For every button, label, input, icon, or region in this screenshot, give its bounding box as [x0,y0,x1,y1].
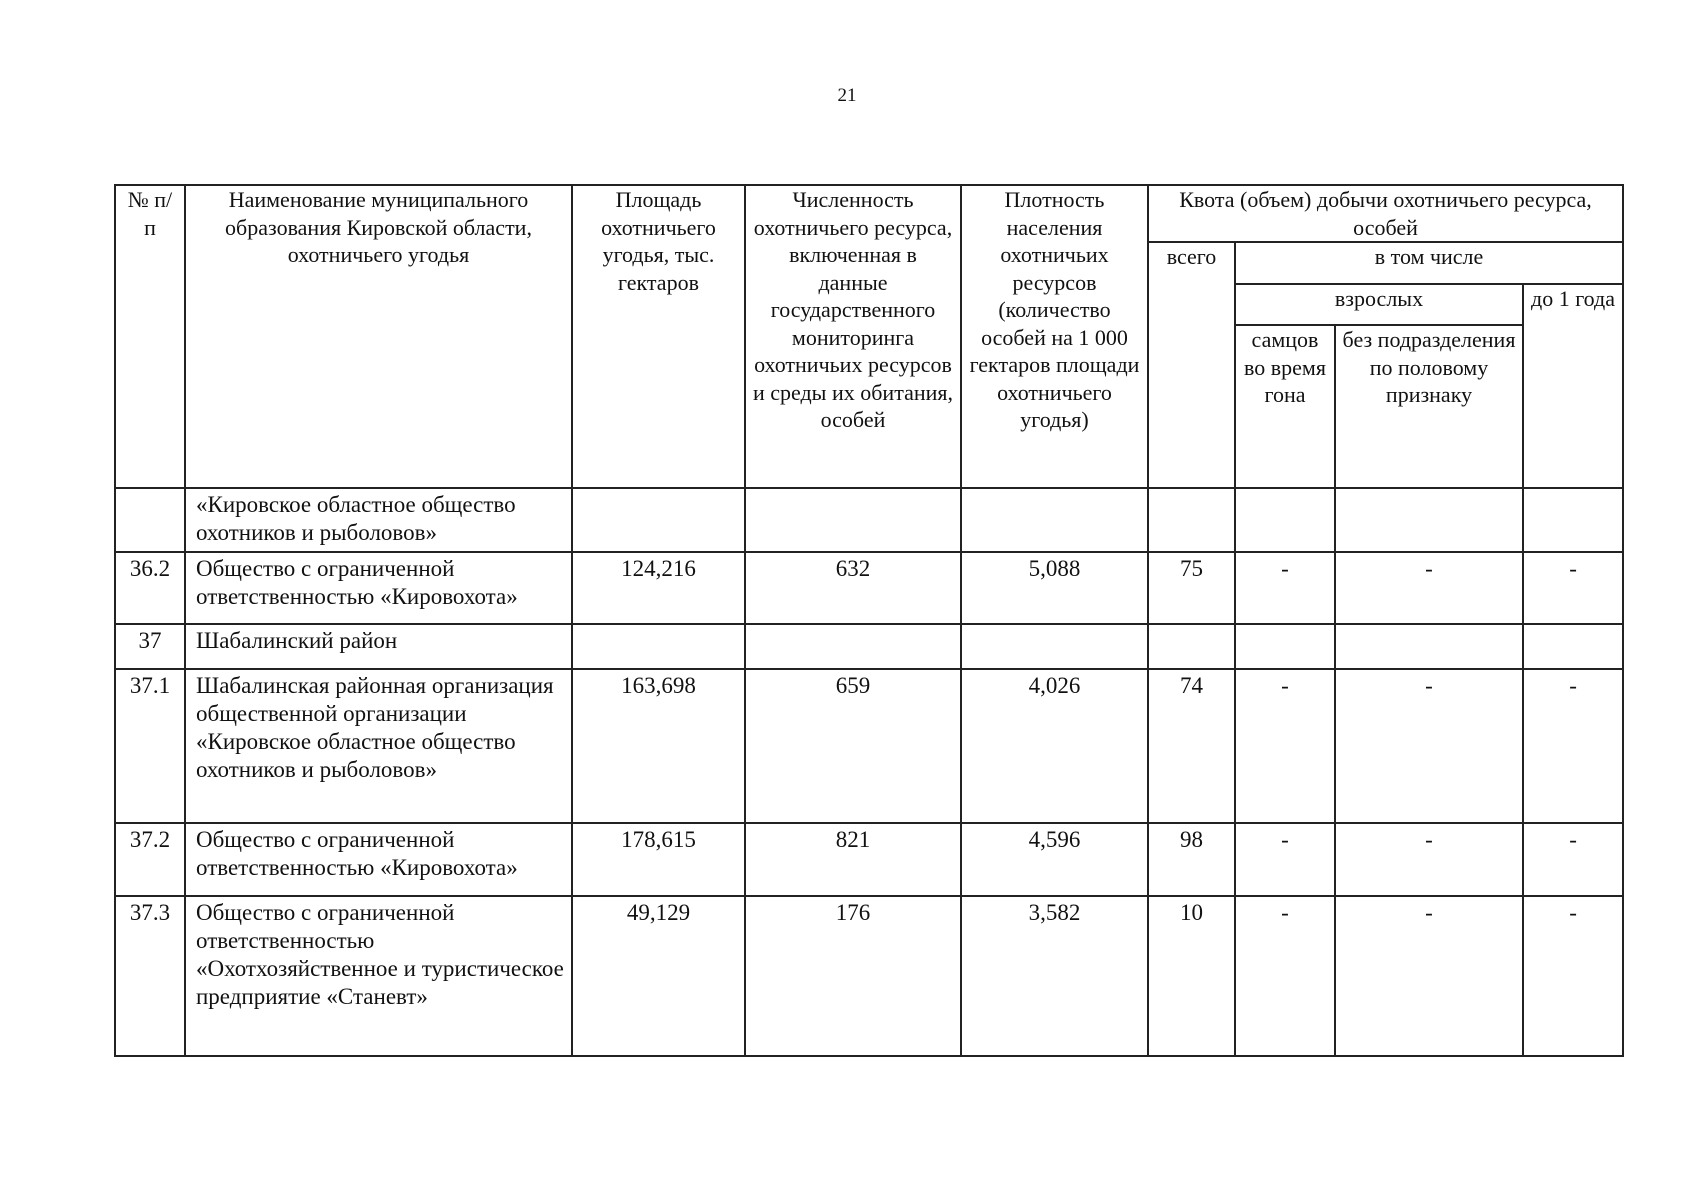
row-name: Общество с ограниченной ответственностью «Кировохота» [185,552,572,624]
header-count: Численность охотничьего ресурса, включенная в данные государственного мониторинга охотничьих ресурсов и среды их обитания, особей [745,185,961,488]
row-num: 37 [115,624,185,669]
row-males: - [1235,669,1335,823]
row-density [961,624,1148,669]
row-num: 37.2 [115,823,185,896]
row-density: 5,088 [961,552,1148,624]
row-count [745,488,961,552]
row-males [1235,624,1335,669]
row-density: 3,582 [961,896,1148,1056]
row-name: «Кировское областное общество охотников и рыболовов» [185,488,572,552]
row-males: - [1235,552,1335,624]
header-quota: Квота (объем) добычи охотничьего ресурса, особей [1148,185,1623,242]
row-area: 163,698 [572,669,745,823]
row-area [572,624,745,669]
page-number: 21 [837,85,857,106]
row-under1 [1523,488,1623,552]
header-density: Плотность населения охотничьих ресурсов (количество особей на 1 000 гектаров площади охотничьего угодья) [961,185,1148,488]
row-total [1148,488,1235,552]
table-row [115,552,1623,624]
row-count: 821 [745,823,961,896]
row-area: 49,129 [572,896,745,1056]
row-under1: - [1523,896,1623,1056]
row-under1 [1523,624,1623,669]
row-total: 98 [1148,823,1235,896]
row-males [1235,488,1335,552]
row-count [745,624,961,669]
row-area: 178,615 [572,823,745,896]
row-males: - [1235,823,1335,896]
header-no-sex-division: без подразделения по половому признаку [1335,325,1523,488]
row-nosex [1335,488,1523,552]
row-nosex: - [1335,823,1523,896]
table-row [115,669,1623,823]
quota-table [114,184,1624,1057]
header-including: в том числе [1235,242,1623,284]
row-total: 74 [1148,669,1235,823]
row-count: 176 [745,896,961,1056]
row-count: 632 [745,552,961,624]
row-density: 4,596 [961,823,1148,896]
row-density: 4,026 [961,669,1148,823]
table-row [115,823,1623,896]
row-name: Общество с ограниченной ответственностью «Кировохота» [185,823,572,896]
table-header [115,185,1623,488]
table-row [115,896,1623,1056]
row-name: Шабалинский район [185,624,572,669]
row-num: 37.3 [115,896,185,1056]
row-under1: - [1523,552,1623,624]
row-total: 10 [1148,896,1235,1056]
row-count: 659 [745,669,961,823]
table-body [115,488,1623,1056]
row-nosex [1335,624,1523,669]
header-num: № п/п [115,185,185,488]
row-nosex: - [1335,669,1523,823]
row-males: - [1235,896,1335,1056]
header-males-rut: самцов во время гона [1235,325,1335,488]
row-num: 36.2 [115,552,185,624]
row-name: Общество с ограниченной ответственностью «Охотхозяйственное и туристическое предприятие «Станевт» [185,896,572,1056]
row-name: Шабалинская районная организация общественной организации «Кировское областное общество охотников и рыболовов» [185,669,572,823]
row-total: 75 [1148,552,1235,624]
header-under-1-year: до 1 года [1523,284,1623,488]
row-area [572,488,745,552]
row-area: 124,216 [572,552,745,624]
row-num: 37.1 [115,669,185,823]
row-nosex: - [1335,552,1523,624]
header-total: всего [1148,242,1235,488]
row-under1: - [1523,823,1623,896]
header-adults: взрослых [1235,284,1523,325]
header-area: Площадь охотничьего угодья, тыс. гектаров [572,185,745,488]
row-nosex: - [1335,896,1523,1056]
table-row [115,624,1623,669]
row-under1: - [1523,669,1623,823]
header-name: Наименование муниципального образования Кировской области, охотничьего угодья [185,185,572,488]
row-density [961,488,1148,552]
row-num [115,488,185,552]
table-row [115,488,1623,552]
row-total [1148,624,1235,669]
